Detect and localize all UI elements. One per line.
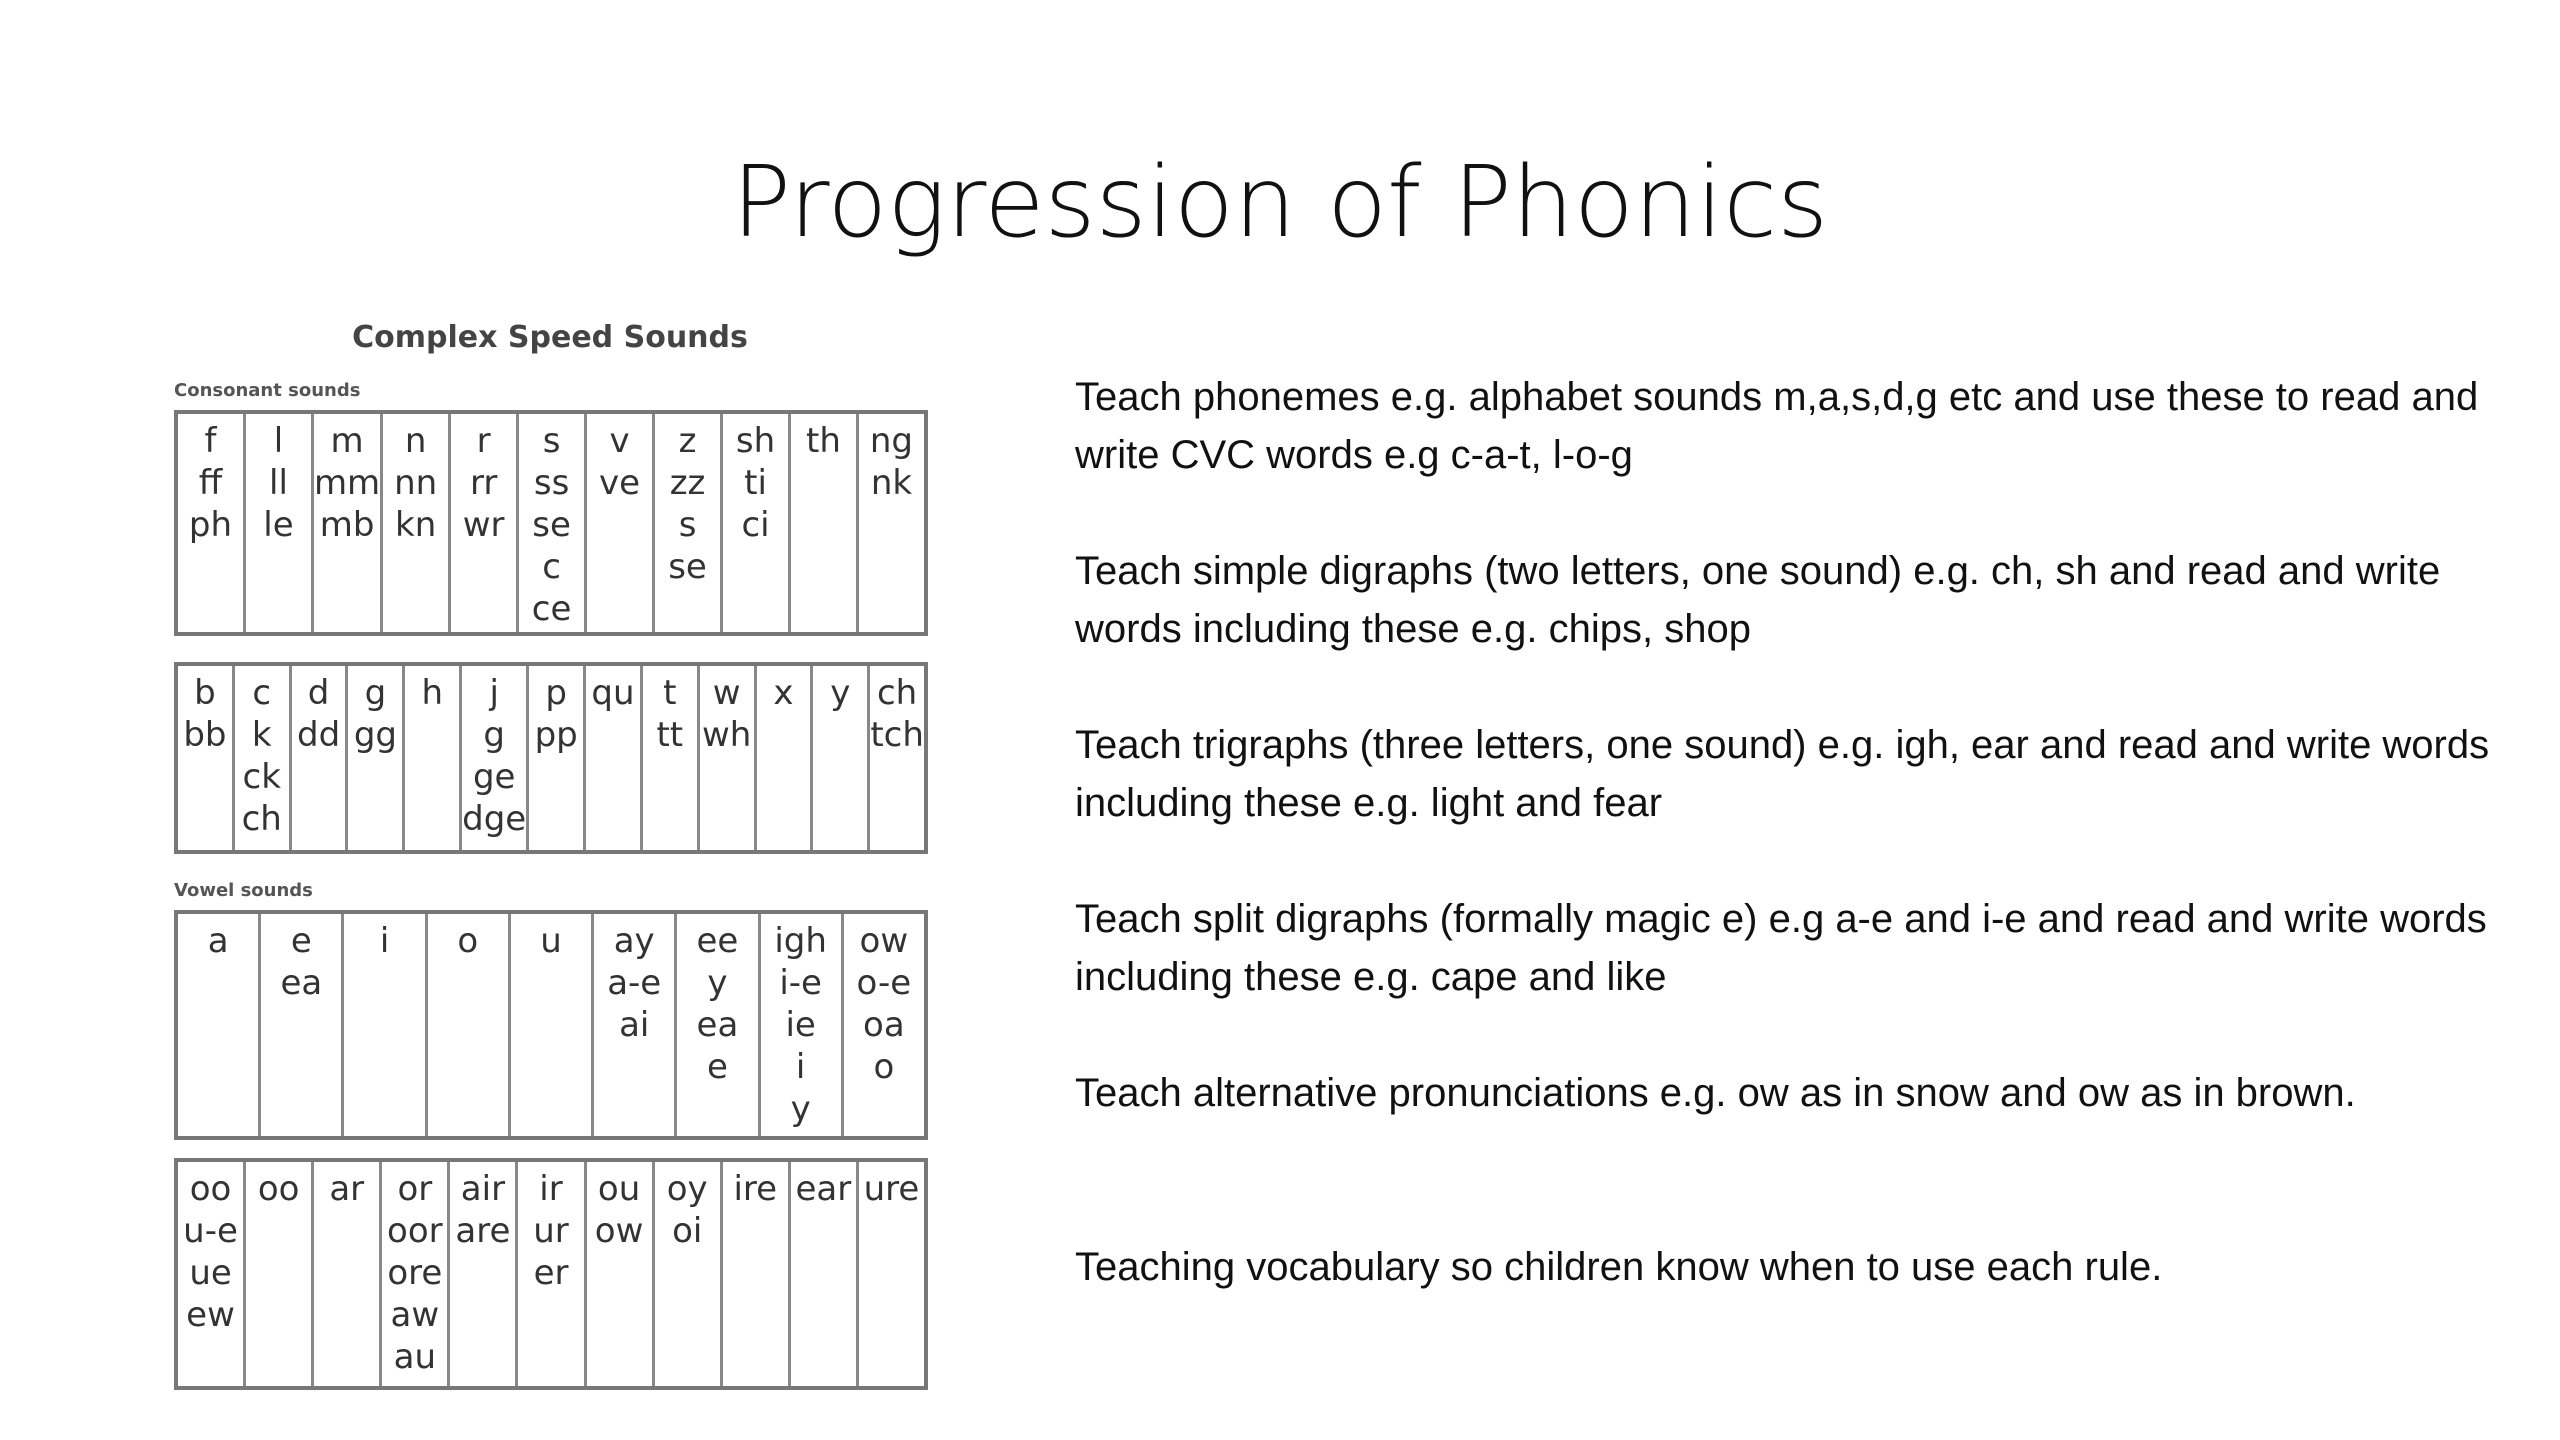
sound-column bbox=[348, 666, 405, 850]
sound-column bbox=[586, 666, 643, 850]
sound-column bbox=[511, 914, 594, 1136]
sound-grapheme: ay bbox=[613, 921, 655, 961]
sound-grapheme: i bbox=[795, 1047, 806, 1087]
sound-grapheme: f bbox=[204, 421, 217, 461]
sound-column bbox=[235, 666, 292, 850]
sound-column bbox=[246, 1162, 314, 1386]
sound-grapheme: ear bbox=[795, 1169, 852, 1209]
sound-column bbox=[677, 914, 760, 1136]
sound-column bbox=[655, 1162, 723, 1386]
sound-column bbox=[761, 914, 844, 1136]
sound-column bbox=[462, 666, 529, 850]
sound-grapheme: dge bbox=[462, 799, 527, 839]
consonant-table-row1 bbox=[174, 410, 928, 636]
sound-column bbox=[723, 414, 791, 632]
sound-grapheme: er bbox=[533, 1253, 569, 1293]
sound-column bbox=[428, 914, 511, 1136]
sound-grapheme: le bbox=[263, 505, 294, 545]
sound-grapheme: y bbox=[707, 963, 728, 1003]
sound-column bbox=[261, 914, 344, 1136]
sound-grapheme: o-e bbox=[856, 963, 912, 1003]
sound-grapheme: ai bbox=[619, 1005, 650, 1045]
sound-column bbox=[844, 914, 924, 1136]
sound-grapheme: x bbox=[773, 673, 794, 713]
sound-grapheme: ea bbox=[280, 963, 323, 1003]
sound-grapheme: mb bbox=[319, 505, 375, 545]
sound-column bbox=[178, 1162, 246, 1386]
sound-grapheme: tt bbox=[656, 715, 684, 755]
sound-grapheme: o bbox=[457, 921, 479, 961]
sound-grapheme: p bbox=[545, 673, 567, 713]
sound-grapheme: bb bbox=[183, 715, 227, 755]
sound-grapheme: i-e bbox=[779, 963, 822, 1003]
sound-grapheme: wr bbox=[462, 505, 505, 545]
phonics-chart-image bbox=[152, 290, 948, 1410]
sound-column bbox=[859, 1162, 924, 1386]
sound-column bbox=[700, 666, 757, 850]
sound-column bbox=[813, 666, 870, 850]
paragraph-trigraphs: Teach trigraphs (three letters, one sound) e.g. igh, ear and read and write words including these e.g. light and fear bbox=[1075, 723, 2490, 825]
sound-grapheme: oa bbox=[863, 1005, 905, 1045]
sound-grapheme: a-e bbox=[607, 963, 662, 1003]
sound-grapheme: ti bbox=[744, 463, 767, 503]
sound-grapheme: r bbox=[476, 421, 491, 461]
sound-column bbox=[594, 914, 677, 1136]
sound-grapheme: a bbox=[207, 921, 229, 961]
sound-grapheme: ng bbox=[869, 421, 914, 461]
sound-grapheme: oi bbox=[672, 1211, 703, 1251]
sound-grapheme: o bbox=[873, 1047, 895, 1087]
sound-column bbox=[791, 1162, 859, 1386]
sound-grapheme: pp bbox=[534, 715, 578, 755]
sound-grapheme: ge bbox=[472, 757, 516, 797]
paragraph-phonemes: Teach phonemes e.g. alphabet sounds m,a,s,d,g etc and use these to read and write CVC words e.g c-a-t, l-o-g bbox=[1075, 375, 2479, 477]
sound-grapheme: ee bbox=[696, 921, 739, 961]
sound-column bbox=[518, 1162, 586, 1386]
sound-column bbox=[314, 414, 383, 632]
sound-column bbox=[451, 414, 519, 632]
sound-column bbox=[246, 414, 314, 632]
sound-grapheme: w bbox=[712, 673, 741, 713]
sound-grapheme: y bbox=[790, 1089, 811, 1129]
sound-column bbox=[292, 666, 349, 850]
sound-grapheme: rr bbox=[469, 463, 498, 503]
sound-grapheme: mm bbox=[313, 463, 381, 503]
paragraph-alternative-pronunciations: Teach alternative pronunciations e.g. ow as in snow and ow as in brown. bbox=[1075, 1071, 2356, 1115]
sound-column bbox=[178, 666, 235, 850]
sound-grapheme: z bbox=[678, 421, 697, 461]
sound-grapheme: u bbox=[540, 921, 562, 961]
sound-grapheme: zz bbox=[669, 463, 706, 503]
sound-grapheme: qu bbox=[591, 673, 635, 713]
sound-grapheme: ch bbox=[241, 799, 282, 839]
sound-grapheme: c bbox=[542, 547, 561, 587]
sound-grapheme: se bbox=[668, 547, 707, 587]
sound-column bbox=[655, 414, 723, 632]
sound-grapheme: i bbox=[379, 921, 390, 961]
sound-column bbox=[405, 666, 462, 850]
sound-grapheme: kn bbox=[395, 505, 437, 545]
consonant-table-row2 bbox=[174, 662, 928, 854]
paragraph-digraphs: Teach simple digraphs (two letters, one sound) e.g. ch, sh and read and write words including these e.g. chips, shop bbox=[1075, 549, 2441, 651]
sound-grapheme: ar bbox=[329, 1169, 365, 1209]
sound-column bbox=[519, 414, 587, 632]
vowel-table-row1 bbox=[174, 910, 928, 1140]
sound-grapheme: y bbox=[830, 673, 851, 713]
sound-grapheme: nn bbox=[394, 463, 438, 503]
sound-grapheme: ph bbox=[188, 505, 233, 545]
paragraph-vocabulary: Teaching vocabulary so children know when to use each rule. bbox=[1075, 1245, 2163, 1289]
sound-grapheme: sh bbox=[735, 421, 776, 461]
sound-grapheme: ss bbox=[533, 463, 570, 503]
sound-grapheme: u-e bbox=[183, 1211, 238, 1251]
sound-grapheme: dd bbox=[296, 715, 341, 755]
sound-grapheme: n bbox=[404, 421, 427, 461]
sound-column bbox=[587, 1162, 655, 1386]
sound-grapheme: e bbox=[290, 921, 312, 961]
sound-grapheme: ff bbox=[198, 463, 223, 503]
sound-grapheme: oo bbox=[189, 1169, 232, 1209]
sound-grapheme: nk bbox=[870, 463, 913, 503]
sound-column bbox=[450, 1162, 518, 1386]
sound-column bbox=[757, 666, 814, 850]
sound-column bbox=[383, 414, 451, 632]
sound-grapheme: gg bbox=[353, 715, 397, 755]
paragraph-split-digraphs: Teach split digraphs (formally magic e) e.g a-e and i-e and read and write words including these e.g. cape and like bbox=[1075, 897, 2487, 999]
sound-column bbox=[643, 666, 700, 850]
sound-grapheme: ou bbox=[597, 1169, 641, 1209]
chart-title: Complex Speed Sounds bbox=[352, 320, 748, 355]
sound-column bbox=[529, 666, 586, 850]
sound-grapheme: g bbox=[483, 715, 505, 755]
sound-grapheme: oy bbox=[666, 1169, 708, 1209]
sound-grapheme: ow bbox=[594, 1211, 644, 1251]
sound-grapheme: se bbox=[532, 505, 571, 545]
sound-column bbox=[178, 414, 246, 632]
sound-grapheme: ire bbox=[733, 1169, 778, 1209]
sound-grapheme: j bbox=[489, 673, 499, 713]
sound-grapheme: s bbox=[678, 505, 697, 545]
sound-grapheme: ch bbox=[876, 673, 918, 713]
sound-grapheme: t bbox=[663, 673, 677, 713]
sound-grapheme: ie bbox=[785, 1005, 816, 1045]
sound-grapheme: m bbox=[330, 421, 364, 461]
consonant-sounds-label: Consonant sounds bbox=[174, 380, 361, 401]
sound-grapheme: tch bbox=[870, 715, 924, 755]
sound-grapheme: oor bbox=[387, 1211, 443, 1251]
sound-grapheme: s bbox=[542, 421, 561, 461]
sound-grapheme: k bbox=[251, 715, 272, 755]
sound-grapheme: ur bbox=[533, 1211, 569, 1251]
sound-column bbox=[859, 414, 924, 632]
sound-grapheme: g bbox=[364, 673, 387, 713]
sound-grapheme: th bbox=[806, 421, 841, 461]
sound-grapheme: c bbox=[252, 673, 272, 713]
sound-grapheme: au bbox=[393, 1337, 437, 1377]
sound-grapheme: ea bbox=[696, 1005, 739, 1045]
sound-grapheme: ir bbox=[539, 1169, 563, 1209]
sound-grapheme: ce bbox=[531, 589, 572, 629]
sound-grapheme: ue bbox=[189, 1253, 232, 1293]
sound-grapheme: ure bbox=[863, 1169, 920, 1209]
sound-grapheme: ow bbox=[859, 921, 909, 961]
sound-column bbox=[344, 914, 427, 1136]
vowel-table-row2 bbox=[174, 1158, 928, 1390]
sound-grapheme: igh bbox=[774, 921, 827, 961]
sound-grapheme: h bbox=[421, 673, 443, 713]
sound-grapheme: ci bbox=[741, 505, 770, 545]
sound-column bbox=[178, 914, 261, 1136]
sound-grapheme: d bbox=[307, 673, 330, 713]
vowel-sounds-label: Vowel sounds bbox=[174, 880, 313, 901]
sound-grapheme: aw bbox=[390, 1295, 440, 1335]
sound-grapheme: v bbox=[609, 421, 630, 461]
sound-grapheme: or bbox=[397, 1169, 433, 1209]
sound-column bbox=[870, 666, 924, 850]
sound-column bbox=[382, 1162, 450, 1386]
sound-grapheme: b bbox=[194, 673, 216, 713]
sound-grapheme: wh bbox=[701, 715, 752, 755]
sound-grapheme: ck bbox=[242, 757, 281, 797]
sound-grapheme: oo bbox=[257, 1169, 300, 1209]
sound-grapheme: e bbox=[706, 1047, 728, 1087]
sound-grapheme: l bbox=[273, 421, 284, 461]
sound-grapheme: ve bbox=[599, 463, 641, 503]
sound-column bbox=[723, 1162, 791, 1386]
sound-grapheme: ew bbox=[186, 1295, 235, 1335]
sound-column bbox=[587, 414, 655, 632]
sound-grapheme: are bbox=[455, 1211, 511, 1251]
sound-grapheme: air bbox=[460, 1169, 506, 1209]
sound-grapheme: ore bbox=[387, 1253, 443, 1293]
sound-grapheme: ll bbox=[269, 463, 288, 503]
slide-title: Progression of Phonics bbox=[731, 146, 1829, 260]
sound-column bbox=[314, 1162, 382, 1386]
sound-column bbox=[791, 414, 859, 632]
